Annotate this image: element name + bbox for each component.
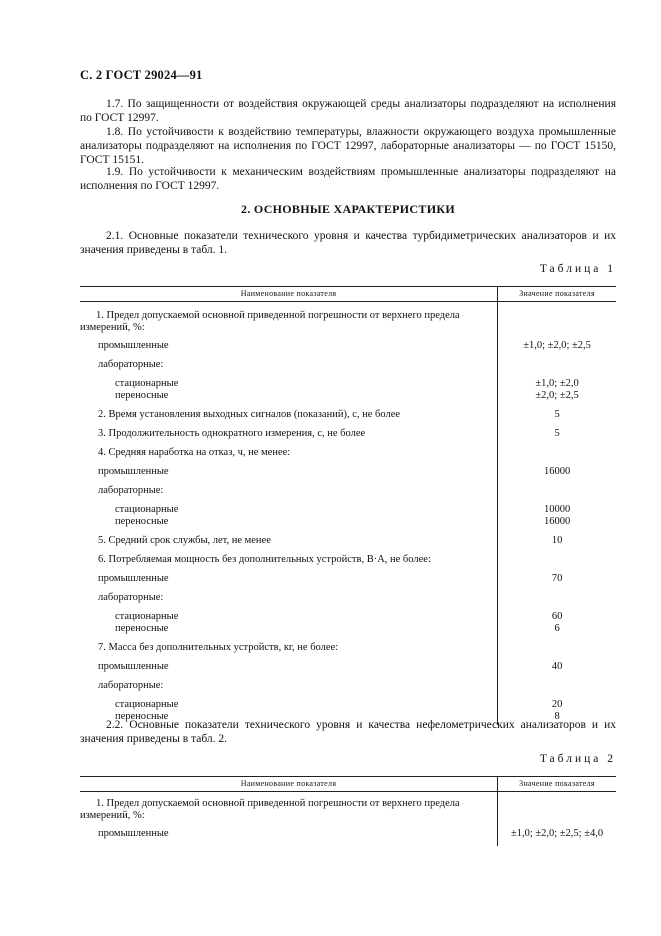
table-1-row-value: 70 [551, 572, 563, 584]
table-1-row-name: 2. Время установления выходных сигналов (показаний), с, не более [80, 402, 498, 421]
table-1-row-value: 16000 [543, 515, 571, 527]
table-2-header-name: Наименование показателя [80, 777, 498, 792]
paragraph-1-8: 1.8. По устойчивости к воздействию температуры, влажности окружающего воздуха промышленные анализаторы подразделяют на исполнения по ГОСТ 12997, лабораторные анализаторы — по ГОСТ 15150, ГОСТ 15151. [80, 126, 616, 166]
table-1-row-value: 16000 [543, 465, 571, 477]
table-1-row-value: 10 [551, 534, 563, 546]
table-1-row-name: 5. Средний срок службы, лет, не менее [80, 528, 498, 547]
section-heading: 2. ОСНОВНЫЕ ХАРАКТЕРИСТИКИ [241, 202, 455, 216]
table-2-caption: Таблица 2 [539, 753, 616, 765]
paragraph-2-2: 2.2. Основные показатели технического уровня и качества нефелометрических анализаторов и их значения приведены в табл. 2. [80, 719, 616, 745]
paragraph-2-1: 2.1. Основные показатели технического уровня и качества турбидиметрических анализаторов и их значения приведены в табл. 1. [80, 230, 616, 256]
paragraph-1-7: 1.7. По защищенности от воздействия окружающей среды анализаторы подразделяют на исполнения по ГОСТ 12997. [80, 98, 616, 124]
table-1-row-name: переносные [80, 390, 498, 402]
table-1-row-name: переносные [80, 711, 498, 725]
table-1-row-value [498, 478, 616, 497]
table-1-header-name: Наименование показателя [80, 287, 498, 302]
table-1-row-name: 7. Масса без дополнительных устройств, кг, не более: [80, 635, 498, 654]
table-1-header-value: Значение показателя [498, 287, 616, 302]
table-1-row-name: 4. Средняя наработка на отказ, ч, не менее: [80, 440, 498, 459]
table-2 [80, 776, 616, 846]
table-2-row-name: промышленные [80, 822, 498, 846]
table-1-caption: Таблица 1 [539, 263, 616, 275]
table-1-row-value: 10000 [543, 503, 571, 515]
table-1-row-name: переносные [80, 623, 498, 635]
table-1-row-value [498, 352, 616, 371]
table-1-row-name: 6. Потребляемая мощность без дополнительных устройств, В·А, не более: [80, 547, 498, 566]
table-1-row-name: 1. Предел допускаемой основной приведенной погрешности от верхнего предела измерений, %: [80, 302, 498, 334]
table-1-row-value [498, 585, 616, 604]
table-1-row-value: ±2,0; ±2,5 [535, 389, 579, 401]
table-1-row-value [498, 547, 616, 566]
table-1-row-name: стационарные [80, 497, 498, 516]
table-1-row-name: стационарные [80, 371, 498, 390]
table-1-row-value [498, 673, 616, 692]
table-1-row-name: 3. Продолжительность однократного измерения, с, не более [80, 421, 498, 440]
table-2-row-value [498, 792, 616, 822]
table-2-row-name: 1. Предел допускаемой основной приведенной погрешности от верхнего предела измерений, %: [80, 792, 498, 822]
paragraph-1-9: 1.9. По устойчивости к механическим воздействиям промышленные анализаторы подразделяют на исполнения по ГОСТ 12997. [80, 166, 616, 192]
table-1-row-name: промышленные [80, 334, 498, 352]
table-1-row-name: промышленные [80, 459, 498, 478]
table-1-row-value [498, 302, 616, 334]
table-1-row-name: лабораторные: [80, 673, 498, 692]
table-1-row-value: 6 [554, 622, 560, 634]
table-1-row-value: ±1,0; ±2,0 [535, 377, 579, 389]
table-1-row-name: стационарные [80, 604, 498, 623]
table-1-row-name: лабораторные: [80, 585, 498, 604]
table-1-row-name: промышленные [80, 654, 498, 673]
table-1-row-name: стационарные [80, 692, 498, 711]
table-1-row-name: промышленные [80, 566, 498, 585]
table-2-header-value: Значение показателя [498, 777, 616, 792]
page-header: С. 2 ГОСТ 29024—91 [80, 68, 203, 82]
table-1-row-name: лабораторные: [80, 352, 498, 371]
table-2-row-value: ±1,0; ±2,0; ±2,5; ±4,0 [510, 827, 604, 839]
table-1-row-value: 5 [554, 427, 560, 439]
table-1-row-value [498, 635, 616, 654]
table-1-row-value: 8 [554, 710, 560, 722]
table-1 [80, 286, 616, 725]
table-1-row-name: лабораторные: [80, 478, 498, 497]
table-1-row-value: 40 [551, 660, 563, 672]
table-1-row-value: ±1,0; ±2,0; ±2,5 [523, 339, 591, 351]
table-1-row-value: 5 [554, 408, 560, 420]
table-1-row-value: 60 [551, 610, 563, 622]
table-1-row-name: переносные [80, 516, 498, 528]
table-1-row-value: 20 [551, 698, 563, 710]
table-1-row-value [498, 440, 616, 459]
